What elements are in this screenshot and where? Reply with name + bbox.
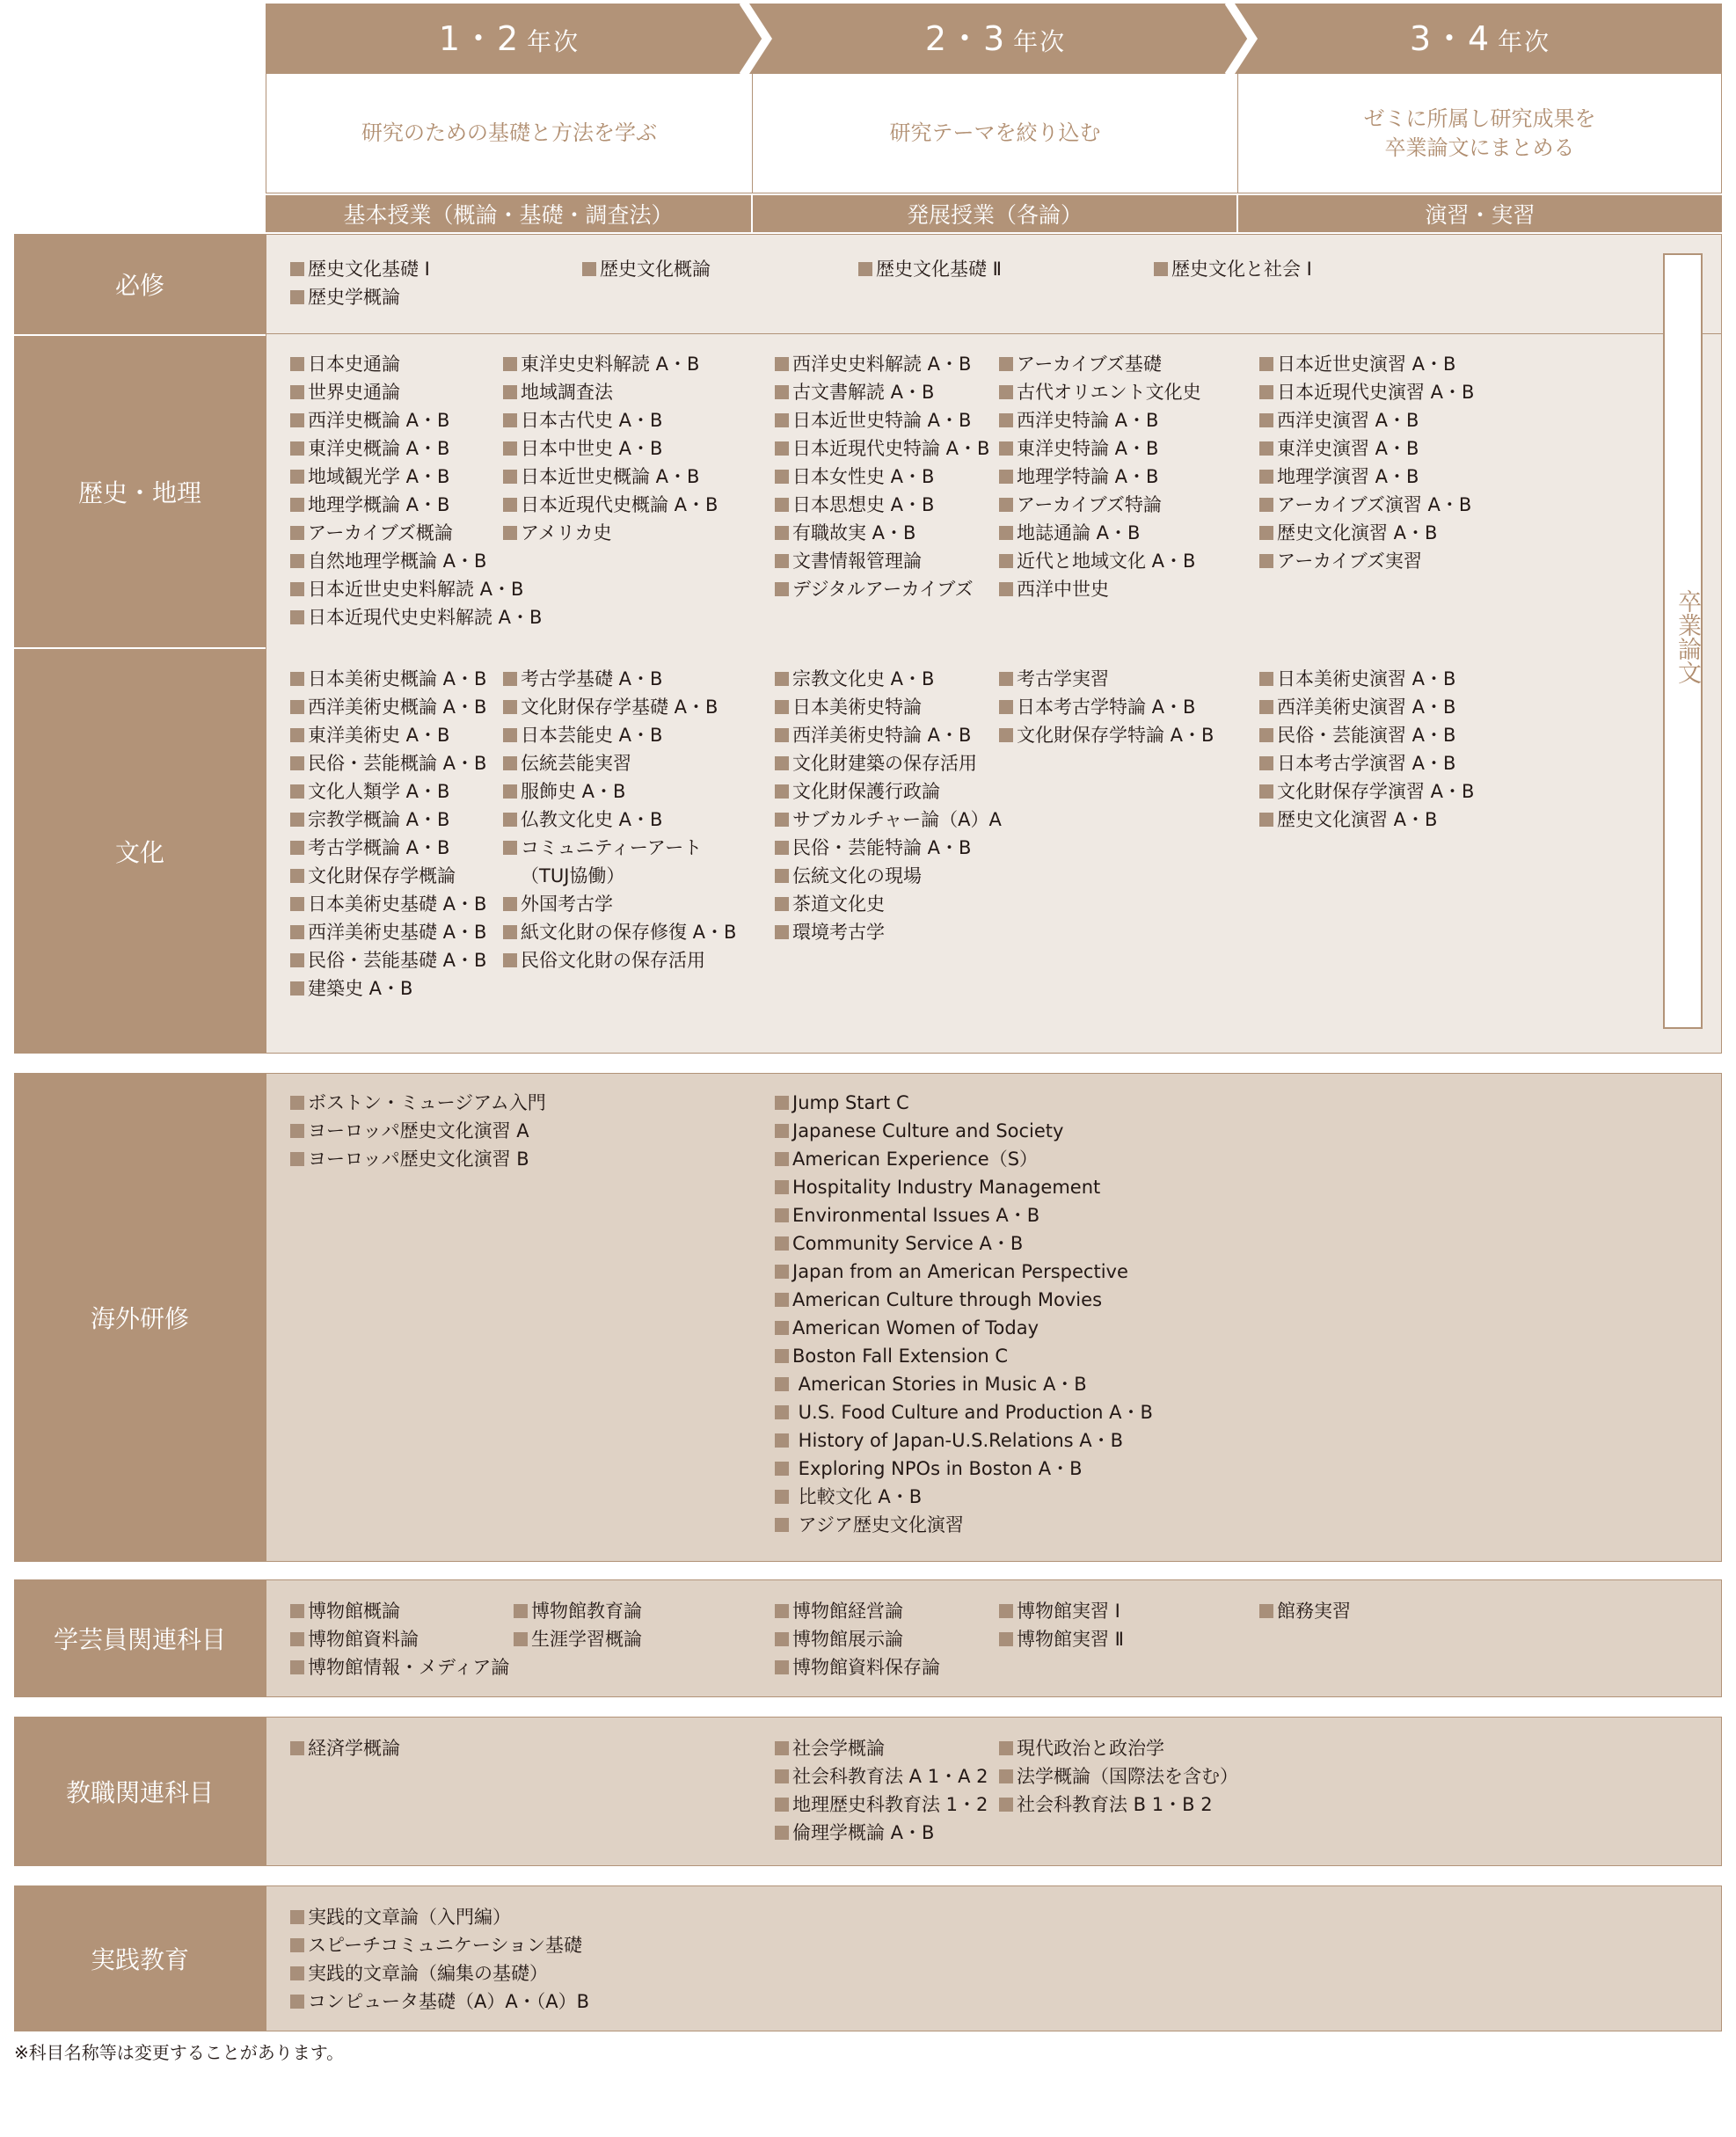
list-item: コミュニティーアート	[503, 834, 736, 862]
list-item: 日本女性史 A・B	[775, 463, 989, 491]
list-item: 博物館概論	[290, 1597, 509, 1625]
list-item: 文化財保護行政論	[775, 777, 1002, 806]
list-item: 歴史文化演習 A・B	[1259, 519, 1474, 547]
list-item: 東洋史史料解読 A・B	[503, 350, 718, 378]
list-item: 地理学演習 A・B	[1259, 463, 1474, 491]
list-item: 博物館実習 Ⅰ	[999, 1597, 1124, 1625]
list-item: 社会科教育法 B 1・B 2	[999, 1791, 1238, 1819]
graduation-thesis-box	[1663, 253, 1703, 1029]
graduation-thesis-label: 卒業論文	[1674, 589, 1701, 684]
required-list-b	[582, 255, 711, 283]
list-item: 日本近世史特論 A・B	[775, 406, 989, 434]
year-number: 3・4	[1409, 19, 1492, 58]
required-cell	[266, 234, 1722, 334]
list-item: 西洋美術史基礎 A・B	[290, 918, 486, 946]
list-item: 博物館経営論	[775, 1597, 940, 1625]
list-item: 近代と地域文化 A・B	[999, 547, 1201, 575]
overseas-list-1-2	[290, 1089, 546, 1173]
practical-cell-2-3	[752, 1885, 1238, 2031]
list-item: 日本美術史概論 A・B	[290, 665, 486, 693]
list-item: 紙文化財の保存修復 A・B	[503, 918, 736, 946]
list-item: 歴史文化と社会 Ⅰ	[1154, 255, 1312, 283]
list-item: アメリカ史	[503, 519, 718, 547]
list-item: 世界史通論	[290, 378, 542, 406]
culture-list-2-3-a	[775, 665, 1002, 946]
list-item: 東洋美術史 A・B	[290, 721, 486, 749]
row-label-culture: 文化	[14, 649, 266, 1054]
history-list-1-2-b	[503, 350, 718, 547]
list-item: 民俗・芸能演習 A・B	[1259, 721, 1474, 749]
list-item: 歴史文化基礎 Ⅰ	[290, 255, 430, 283]
list-item: 宗教学概論 A・B	[290, 806, 486, 834]
list-item: 地理学特論 A・B	[999, 463, 1201, 491]
row-label-practical: 実践教育	[14, 1885, 266, 2031]
list-item: 文化財保存学基礎 A・B	[503, 693, 736, 721]
list-item: 比較文化 A・B	[775, 1483, 1153, 1511]
list-item: 博物館実習 Ⅱ	[999, 1625, 1124, 1653]
list-item: 文化人類学 A・B	[290, 777, 486, 806]
goal-1-2: 研究のための基礎と方法を学ぶ	[266, 74, 753, 193]
list-item: 西洋史概論 A・B	[290, 406, 542, 434]
list-item: 博物館資料保存論	[775, 1653, 940, 1681]
list-item: 服飾史 A・B	[503, 777, 736, 806]
footnote: ※科目名称等は変更することがあります。	[14, 2042, 345, 2063]
list-item: サブカルチャー論（A）A	[775, 806, 1002, 834]
list-item: 地域観光学 A・B	[290, 463, 542, 491]
list-item: アジア歴史文化演習	[775, 1511, 1153, 1539]
list-item: 建築史 A・B	[290, 974, 486, 1003]
list-item: American Stories in Music A・B	[775, 1370, 1153, 1398]
list-item: 現代政治と政治学	[999, 1734, 1238, 1762]
list-item: 日本近現代史演習 A・B	[1259, 378, 1474, 406]
list-item: アーカイブズ概論	[290, 519, 542, 547]
list-item: 法学概論（国際法を含む）	[999, 1762, 1238, 1791]
list-item: 歴史学概論	[290, 283, 430, 311]
list-item: 考古学概論 A・B	[290, 834, 486, 862]
year-label-3-4	[1238, 4, 1722, 74]
list-item: デジタルアーカイブズ	[775, 575, 989, 603]
class-type-basic: 基本授業（概論・基礎・調査法）	[266, 195, 751, 232]
overseas-cell-3-4	[1237, 1073, 1722, 1562]
row-label-teaching: 教職関連科目	[14, 1717, 266, 1866]
year-number: 2・3	[924, 19, 1007, 58]
list-item: 歴史文化基礎 Ⅱ	[858, 255, 1002, 283]
list-item: 民俗・芸能特論 A・B	[775, 834, 1002, 862]
list-item: 文書情報管理論	[775, 547, 989, 575]
row-label-history-geography: 歴史・地理	[14, 336, 266, 647]
list-item: ボストン・ミュージアム入門	[290, 1089, 546, 1117]
history-list-2-3-a	[775, 350, 989, 603]
list-item: 文化財保存学特論 A・B	[999, 721, 1214, 749]
list-item: 日本中世史 A・B	[503, 434, 718, 463]
list-item: 民俗文化財の保存活用	[503, 946, 736, 974]
list-item: 博物館教育論	[514, 1597, 642, 1625]
list-item: 有職故実 A・B	[775, 519, 989, 547]
list-item: 西洋美術史概論 A・B	[290, 693, 486, 721]
list-item: 地理学概論 A・B	[290, 491, 542, 519]
curator-list-2-3-a	[775, 1597, 940, 1681]
list-item: American Women of Today	[775, 1314, 1153, 1342]
list-item: 宗教文化史 A・B	[775, 665, 1002, 693]
teaching-cell-3-4	[1237, 1717, 1722, 1866]
list-item: 日本美術史特論	[775, 693, 1002, 721]
list-item: 西洋中世史	[999, 575, 1201, 603]
list-item: Community Service A・B	[775, 1229, 1153, 1258]
teaching-list-1-2	[290, 1734, 400, 1762]
curator-list-1-2-b	[514, 1597, 642, 1653]
list-item: 外国考古学	[503, 890, 736, 918]
practical-cell-3-4	[1237, 1885, 1722, 2031]
list-item: 日本史通論	[290, 350, 542, 378]
teaching-list-2-3-a	[775, 1734, 988, 1847]
list-item: 博物館情報・メディア論	[290, 1653, 509, 1681]
list-item: 西洋美術史演習 A・B	[1259, 693, 1474, 721]
list-item: 日本美術史基礎 A・B	[290, 890, 486, 918]
list-item: ヨーロッパ歴史文化演習 B	[290, 1145, 546, 1173]
list-item: 茶道文化史	[775, 890, 1002, 918]
required-list-a	[290, 255, 430, 311]
list-item: Jump Start C	[775, 1089, 1153, 1117]
list-item: Japanese Culture and Society	[775, 1117, 1153, 1145]
list-item: 環境考古学	[775, 918, 1002, 946]
list-item: 自然地理学概論 A・B	[290, 547, 542, 575]
list-item: 東洋史特論 A・B	[999, 434, 1201, 463]
curator-list-2-3-b	[999, 1597, 1124, 1653]
list-item: 西洋史特論 A・B	[999, 406, 1201, 434]
list-item: 日本近現代史特論 A・B	[775, 434, 989, 463]
list-item: Hospitality Industry Management	[775, 1173, 1153, 1201]
list-item: 地域調査法	[503, 378, 718, 406]
year-number: 1・2	[438, 19, 521, 58]
row-label-required: 必修	[14, 234, 266, 334]
list-item: 歴史文化概論	[582, 255, 711, 283]
list-item: アーカイブズ実習	[1259, 547, 1474, 575]
class-type-advanced: 発展授業（各論）	[753, 195, 1236, 232]
year-suffix: 年次	[1498, 27, 1551, 56]
list-item: U.S. Food Culture and Production A・B	[775, 1398, 1153, 1426]
list-item: 日本考古学特論 A・B	[999, 693, 1214, 721]
list-item: 東洋史演習 A・B	[1259, 434, 1474, 463]
history-list-2-3-b	[999, 350, 1201, 603]
list-item: American Experience（S）	[775, 1145, 1153, 1173]
list-item: 西洋美術史特論 A・B	[775, 721, 1002, 749]
list-item: 実践的文章論（編集の基礎）	[290, 1959, 589, 1987]
year-suffix: 年次	[1013, 27, 1067, 56]
culture-list-1-2-a	[290, 665, 486, 1003]
list-item: 日本近世史史料解読 A・B	[290, 575, 542, 603]
culture-list-3-4	[1259, 665, 1474, 834]
year-label-2-3	[753, 4, 1238, 74]
list-item-continuation: （TUJ協働）	[521, 865, 625, 886]
row-label-curator: 学芸員関連科目	[14, 1579, 266, 1697]
list-item: 古文書解読 A・B	[775, 378, 989, 406]
list-item: 生涯学習概論	[514, 1625, 642, 1653]
curator-list-3-4	[1259, 1597, 1351, 1625]
list-item: 実践的文章論（入門編）	[290, 1903, 589, 1931]
list-item: アーカイブズ基礎	[999, 350, 1201, 378]
list-item: American Culture through Movies	[775, 1286, 1153, 1314]
list-item: 地誌通論 A・B	[999, 519, 1201, 547]
goal-3-4: ゼミに所属し研究成果を 卒業論文にまとめる	[1237, 74, 1722, 193]
list-item: 民俗・芸能基礎 A・B	[290, 946, 486, 974]
list-item: 日本近世史概論 A・B	[503, 463, 718, 491]
list-item: スピーチコミュニケーション基礎	[290, 1931, 589, 1959]
list-item: 伝統文化の現場	[775, 862, 1002, 890]
year-label-1-2	[266, 4, 753, 74]
list-item: 日本思想史 A・B	[775, 491, 989, 519]
culture-list-2-3-b	[999, 665, 1214, 749]
list-item: 歴史文化演習 A・B	[1259, 806, 1474, 834]
list-item: 博物館展示論	[775, 1625, 940, 1653]
list-item: 社会学概論	[775, 1734, 988, 1762]
list-item: 考古学実習	[999, 665, 1214, 693]
year-suffix: 年次	[527, 27, 580, 56]
list-item: 伝統芸能実習	[503, 749, 736, 777]
class-type-seminar: 演習・実習	[1238, 195, 1722, 232]
list-item: Boston Fall Extension C	[775, 1342, 1153, 1370]
row-label-overseas: 海外研修	[14, 1073, 266, 1562]
list-item: 館務実習	[1259, 1597, 1351, 1625]
list-item: 社会科教育法 A 1・A 2	[775, 1762, 988, 1791]
list-item: Exploring NPOs in Boston A・B	[775, 1455, 1153, 1483]
list-item: コンピュータ基礎（A）A・（A）B	[290, 1987, 589, 2016]
required-list-d	[1154, 255, 1312, 283]
list-item: 古代オリエント文化史	[999, 378, 1201, 406]
list-item: 日本芸能史 A・B	[503, 721, 736, 749]
list-item: アーカイブズ特論	[999, 491, 1201, 519]
list-item: 仏教文化史 A・B	[503, 806, 736, 834]
list-item: 西洋史史料解読 A・B	[775, 350, 989, 378]
list-item: Japan from an American Perspective	[775, 1258, 1153, 1286]
goal-2-3: 研究テーマを絞り込む	[752, 74, 1238, 193]
list-item: 日本美術史演習 A・B	[1259, 665, 1474, 693]
list-item: 日本古代史 A・B	[503, 406, 718, 434]
list-item: 民俗・芸能概論 A・B	[290, 749, 486, 777]
practical-list-1-2	[290, 1903, 589, 2016]
list-item: Environmental Issues A・B	[775, 1201, 1153, 1229]
list-item: 文化財保存学概論	[290, 862, 486, 890]
culture-list-1-2-b	[503, 665, 736, 974]
list-item: 倫理学概論 A・B	[775, 1819, 988, 1847]
list-item: 博物館資料論	[290, 1625, 509, 1653]
list-item: 経済学概論	[290, 1734, 400, 1762]
list-item: 西洋史演習 A・B	[1259, 406, 1474, 434]
required-list-c	[858, 255, 1002, 283]
list-item: 地理歴史科教育法 1・2	[775, 1791, 988, 1819]
list-item: History of Japan-U.S.Relations A・B	[775, 1426, 1153, 1455]
list-item: 東洋史概論 A・B	[290, 434, 542, 463]
list-item: 文化財建築の保存活用	[775, 749, 1002, 777]
history-list-3-4	[1259, 350, 1474, 575]
list-item: 考古学基礎 A・B	[503, 665, 736, 693]
overseas-list-2-3	[775, 1089, 1153, 1539]
list-item: 日本考古学演習 A・B	[1259, 749, 1474, 777]
list-item: 日本近現代史概論 A・B	[503, 491, 718, 519]
list-item: アーカイブズ演習 A・B	[1259, 491, 1474, 519]
list-item: ヨーロッパ歴史文化演習 A	[290, 1117, 546, 1145]
list-item: 日本近世史演習 A・B	[1259, 350, 1474, 378]
teaching-list-2-3-b	[999, 1734, 1238, 1819]
curator-list-1-2-a	[290, 1597, 509, 1681]
list-item: 文化財保存学演習 A・B	[1259, 777, 1474, 806]
list-item: 日本近現代史史料解読 A・B	[290, 603, 542, 631]
